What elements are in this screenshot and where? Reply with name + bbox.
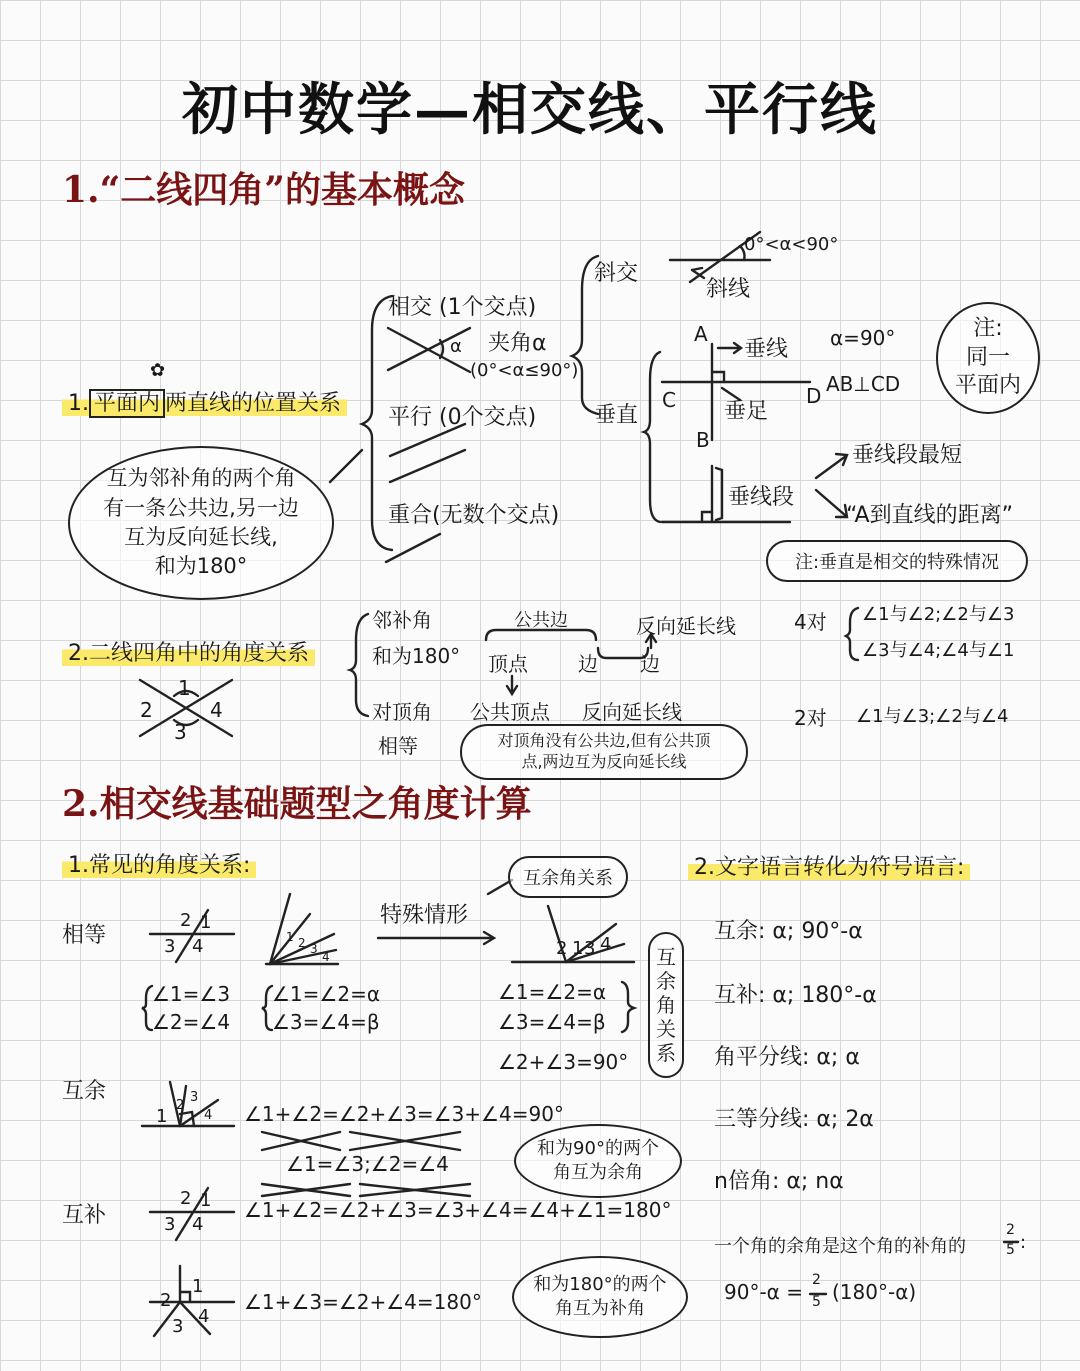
seg-bracket	[716, 468, 722, 520]
eq-7: ∠2+∠3=90°	[498, 1050, 629, 1074]
perp-point-d: D	[806, 384, 822, 408]
figc-num-3: 3	[584, 938, 596, 959]
comp-eq-2: ∠1=∠3;∠2=∠4	[286, 1152, 449, 1176]
eq-5: ∠1=∠2=α	[498, 980, 607, 1004]
section2-sub2-text: 2.文字语言转化为符号语言:	[688, 855, 970, 880]
supp-eq-2: ∠1+∠3=∠2+∠4=180°	[244, 1290, 482, 1314]
figa-num-4: 4	[192, 936, 204, 957]
figf-right	[180, 1292, 190, 1302]
cross-num-1: 1	[178, 676, 191, 700]
problem-text: 一个角的余角是这个角的补角的	[714, 1236, 966, 1257]
conv-item-5: n倍角: α; nα	[714, 1169, 844, 1194]
adjacent-vertex: 顶点	[488, 652, 528, 676]
figc-brace-left2	[262, 986, 272, 1030]
conv-item-4: 三等分线: α; 2α	[714, 1107, 874, 1132]
supp-eq-1: ∠1+∠2=∠2+∠3=∠3+∠4=∠4+∠1=180°	[244, 1198, 672, 1222]
answer-frac-num: 2	[812, 1272, 821, 1288]
figa-num-3: 3	[164, 936, 176, 957]
answer-frac-den: 5	[812, 1294, 821, 1310]
cross-num-2: 2	[140, 698, 153, 722]
page-title: 初中数学—相交线、平行线	[182, 77, 878, 143]
intersect-angle-label: 夹角α	[488, 331, 547, 356]
eq-6: ∠3=∠4=β	[498, 1010, 606, 1034]
distance-arrow	[816, 490, 846, 516]
note-perp-pill: 注:垂直是相交的特殊情况	[766, 540, 1028, 582]
perp-segment-label: 垂线段	[728, 485, 795, 510]
supp-bubble	[512, 1256, 688, 1338]
oblique-line-label: 斜线	[706, 277, 751, 302]
note-plane-bubble	[936, 302, 1040, 414]
coincide-line	[386, 534, 440, 562]
vertical-opp-ext: 反向延长线	[582, 700, 682, 724]
cross-num-4: 4	[210, 698, 223, 722]
figa-num-2: 2	[180, 910, 192, 931]
problem-end: :	[1020, 1232, 1027, 1253]
comp-bubble	[514, 1124, 682, 1198]
section2-heading: 2.相交线基础题型之角度计算	[62, 783, 532, 825]
brace-relations	[350, 614, 368, 716]
figb-num-2: 2	[298, 936, 306, 950]
eq-2: ∠2=∠4	[152, 1010, 231, 1034]
adjacent-rel1: ∠1与∠2;∠2与∠3	[862, 604, 1015, 625]
vertical-rel: ∠1与∠3;∠2与∠4	[856, 706, 1009, 727]
figd-num-4: 4	[204, 1108, 213, 1123]
section2-sub1-text: 1.常见的角度关系:	[62, 853, 256, 878]
adjacent-opp-ext: 反向延长线	[636, 614, 736, 638]
fige-num-2: 2	[180, 1188, 192, 1209]
parallel-line-2	[390, 450, 465, 482]
comp-bubble-line1: 和为90°的两个	[537, 1137, 659, 1159]
figa-num-1: 1	[200, 912, 212, 933]
supp-label: 互补	[62, 1203, 107, 1228]
note-plane-line3: 平面内	[954, 373, 1021, 399]
adj-bubble-line1: 互为邻补角的两个角	[106, 466, 296, 491]
sub2-heading	[62, 636, 315, 667]
perp-point-b: B	[696, 428, 710, 452]
adjacent-rel2: ∠3与∠4;∠4与∠1	[862, 640, 1015, 661]
intersect-angle-range: (0°<α≤90°)	[470, 360, 579, 381]
section2-sub1	[62, 848, 256, 879]
figf-num-3: 3	[172, 1316, 184, 1337]
figc-num-4: 4	[600, 934, 612, 955]
conv-item-3: 角平分线: α; α	[714, 1045, 860, 1070]
oblique-range: 0°<α<90°	[744, 234, 839, 255]
adj-bubble	[68, 446, 334, 600]
coincide-label: 重合(无数个交点)	[388, 503, 560, 528]
sub1-rest: 两直线的位置关系	[165, 391, 342, 416]
sub1-boxed: 平面内	[89, 389, 165, 418]
vertical-label: 对顶角	[372, 700, 432, 724]
perp-distance: “A到直线的距离”	[846, 503, 1014, 528]
adjacent-pairs: 4对	[794, 610, 827, 634]
perp-alpha-eq: α=90°	[830, 326, 896, 350]
vertical-pairs: 2对	[794, 706, 827, 730]
vertical-note-line1: 对顶角没有公共边,但有公共顶	[497, 731, 711, 751]
adj-bubble-line3: 互为反向延长线,	[124, 525, 278, 549]
figc-brace-right	[622, 982, 634, 1032]
adj-bubble-line2: 有一条公共边,另一边	[103, 495, 299, 520]
answer-left: 90°-α =	[724, 1280, 803, 1304]
conv-item-1: 互余: α; 90°-α	[714, 919, 863, 944]
eq-4: ∠3=∠4=β	[272, 1010, 380, 1034]
special-label: 特殊情形	[380, 903, 469, 928]
parallel-label: 平行 (0个交点)	[388, 405, 537, 430]
sub1-prefix: 1.	[68, 391, 89, 416]
figb-num-1: 1	[286, 930, 294, 944]
figd-num-2: 2	[176, 1098, 185, 1113]
intersect-alpha: α	[450, 336, 462, 357]
comp-rel-pill: 互余角关系	[508, 856, 628, 898]
figc-num-2: 2	[556, 938, 568, 959]
adjacent-common-side: 公共边	[514, 610, 568, 631]
perp-notation: AB⊥CD	[826, 372, 901, 396]
adjacent-side1: 边	[578, 652, 598, 676]
fige-num-3: 3	[164, 1214, 176, 1235]
perp-label: 垂直	[594, 403, 639, 428]
conv-item-2: 互补: α; 180°-α	[714, 983, 877, 1008]
intersect-label: 相交 (1个交点)	[388, 295, 537, 320]
figb-r1	[270, 894, 290, 964]
bubble-pointer	[330, 450, 362, 482]
note-plane-line2: 同一	[965, 344, 1010, 370]
figc-num-1: 1	[572, 938, 584, 959]
figf-num-4: 4	[198, 1306, 210, 1327]
section2-sub2	[688, 850, 970, 881]
comp-bubble-line2: 角互为余角	[553, 1162, 643, 1183]
figf-num-2: 2	[160, 1290, 172, 1311]
comp-label: 互余	[62, 1079, 107, 1104]
figb-num-3: 3	[310, 942, 318, 956]
adjacent-label: 邻补角	[372, 608, 432, 632]
figc-brace-left1	[142, 986, 152, 1030]
shortest-arrow	[816, 456, 846, 478]
fige-num-4: 4	[192, 1214, 204, 1235]
eq-3: ∠1=∠2=α	[272, 982, 381, 1006]
vertical-note-line2: 点,两边互为反向延长线	[521, 752, 687, 771]
perp-shortest: 垂线段最短	[852, 443, 963, 468]
problem-frac-num: 2	[1006, 1222, 1015, 1238]
vertical-equal: 相等	[378, 734, 418, 758]
perp-point-a: A	[694, 322, 708, 346]
vertical-comp-pill: 互余角关系	[648, 932, 684, 1078]
figf-num-1: 1	[192, 1276, 204, 1297]
sub2-text: 二线四角中的角度关系	[89, 641, 310, 666]
sub2-prefix: 2.	[68, 641, 89, 666]
eq-1: ∠1=∠3	[152, 982, 231, 1006]
equal-label: 相等	[62, 923, 107, 948]
figd-num-3: 3	[190, 1090, 199, 1105]
sub1-heading	[62, 386, 347, 417]
adjacent-side2: 边	[640, 652, 660, 676]
flower-icon: ✿	[150, 360, 166, 381]
oblique-label: 斜交	[594, 261, 639, 286]
cross-num-3: 3	[174, 720, 187, 744]
adjacent-sum: 和为180°	[372, 644, 461, 668]
brace-perp	[644, 352, 660, 522]
perp-line-label: 垂线	[744, 337, 789, 362]
brace-pairs-4	[846, 608, 858, 660]
vertical-note-pill	[460, 724, 748, 780]
comp-eq-1: ∠1+∠2=∠2+∠3=∠3+∠4=90°	[244, 1102, 564, 1126]
problem-frac-den: 5	[1006, 1242, 1015, 1258]
intersect-angle-arc	[440, 340, 443, 358]
adj-bubble-line4: 和为180°	[154, 554, 248, 579]
perp-right-angle	[712, 372, 724, 382]
note-plane-line1: 注:	[973, 316, 1003, 342]
fige-num-1: 1	[200, 1190, 212, 1211]
supp-bubble-line2: 角互为补角	[554, 1298, 645, 1319]
perp-point-c: C	[662, 388, 676, 412]
answer-right: (180°-α)	[832, 1280, 917, 1304]
seg-right-angle	[702, 512, 712, 522]
perp-foot-label: 垂足	[724, 399, 769, 424]
figd-num-1: 1	[156, 1106, 168, 1127]
supp-bubble-line1: 和为180°的两个	[533, 1273, 667, 1295]
figb-num-4: 4	[322, 950, 330, 964]
section1-heading: 1.“二线四角”的基本概念	[62, 169, 465, 211]
vertical-common-vertex: 公共顶点	[470, 700, 550, 724]
